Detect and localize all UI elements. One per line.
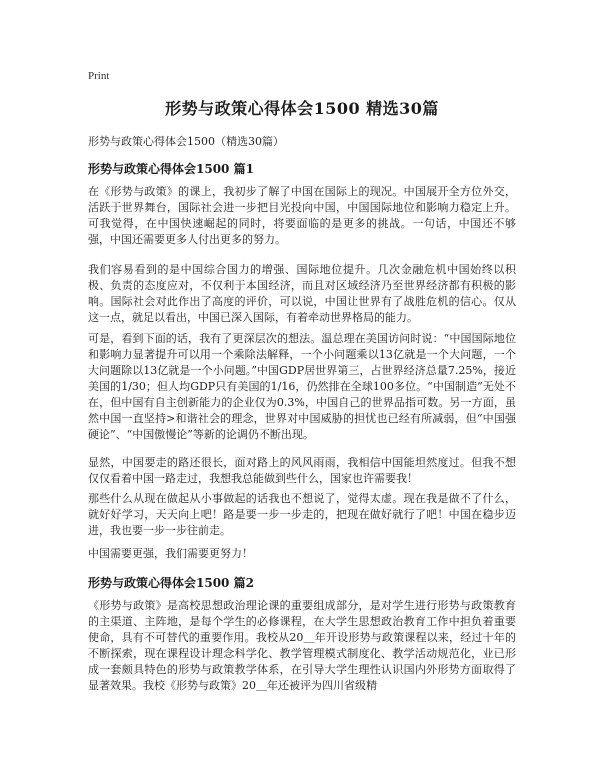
paragraph-1-4: 显然，中国要走的路还很长，面对路上的风风雨雨，我相信中国能坦然度过。但我不想仅仅看着中国一路走过，我想我总能做到些什么，国家也许需要我！ xyxy=(88,456,516,485)
paragraph-1-6: 中国需要更强，我们需要更努力！ xyxy=(88,547,253,560)
paragraph-1-3: 可是，看到下面的话，我有了更深层次的想法。温总理在美国访问时说：“中国国际地位和影响力显著提升可以用一个乘除法解释，一个小问题乘以13亿就是一个大问题，一个大问题除以13亿就是一个小问题。”中国GDP居世界第三，占世界经济总量7.25%，接近美国的1/30；但人均GDP只有美国的1/16，仍然排在全球100多位。“中国制造”无处不在，但中国有自主创新能力的企业仅为0.3%，中国自己的世界品指可数。另一方面，虽然中国一直坚持>和谐社会的理念，世界对中国威胁的担忧也已经有所减弱，但“中国强硬论”、“中国傲慢论”等新的论调仍不断出现。 xyxy=(88,332,516,441)
print-label[interactable]: Print xyxy=(88,70,110,82)
document-title: 形势与政策心得体会1500 精选30篇 xyxy=(165,99,439,118)
paragraph-2-1: 《形势与政策》是高校思想政治理论课的重要组成部分，是对学生进行形势与政策教育的主渠道、主阵地，是每个学生的必修课程，在大学生思想政治教育工作中担负着重要使命，具有不可替代的重要作用。我校从20＿年开设形势与政策课程以来，经过十年的不断探索，现在课程设计理念科学化、教学管理模式制度化、教学活动规范化，业已形成一套颇具特色的形势与政策教学体系，在引导大学生理性认识国内外形势方面取得了显著效果。我校《形势与政策》20＿年还被评为四川省级精 xyxy=(88,599,516,692)
section-heading-2: 形势与政策心得体会1500 篇2 xyxy=(88,576,254,590)
section-heading-1: 形势与政策心得体会1500 篇1 xyxy=(88,162,254,176)
paragraph-1-2: 我们容易看到的是中国综合国力的增强、国际地位提升。几次金融危机中国始终以积极、负责的态度应对，不仅利于本国经济，而且对区域经济乃至世界经济都有积极的影响。国际社会对此作出了高度的评价，可以说，中国让世界有了战胜危机的信心。仅从这一点，就足以看出，中国已深入国际，有着牵动世界格局的能力。 xyxy=(88,263,516,324)
document-subtitle: 形势与政策心得体会1500（精选30篇） xyxy=(88,135,284,148)
paragraph-1-5: 那些什么从现在做起从小事做起的话我也不想说了，觉得太虚。现在我是做不了什么，就好好学习，天天向上吧！路是要一步一步走的，把现在做好就行了吧！中国在稳步迈进，我也要一步一步往前走。 xyxy=(88,492,516,537)
paragraph-1-1: 在《形势与政策》的课上，我初步了解了中国在国际上的现况。中国展开全方位外交，活跃于世界舞台，国际社会进一步把目光投向中国，中国国际地位和影响力稳定上升。可我觉得，在中国快速崛起的同时，将要面临的是更多的挑战。一句话，中国还不够强，中国还需要更多人付出更多的努力。 xyxy=(88,185,516,246)
